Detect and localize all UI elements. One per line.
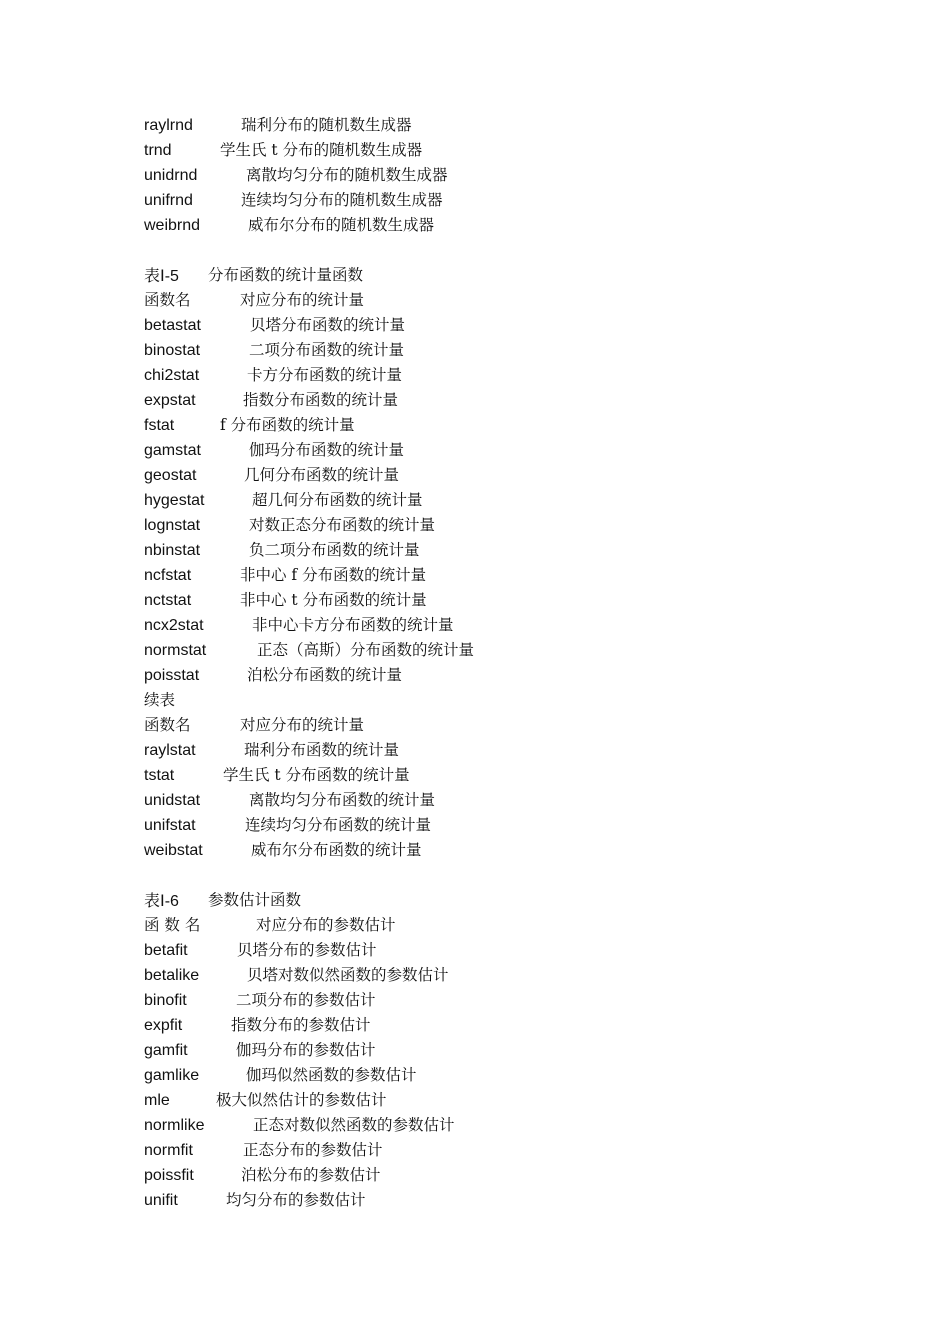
- function-name: unifstat: [144, 817, 196, 834]
- table-row: [144, 388, 844, 413]
- function-description: 贝塔分布函数的统计量: [250, 316, 406, 334]
- table-header: [144, 913, 844, 938]
- function-name: unifrnd: [144, 192, 193, 209]
- table-5: [144, 263, 844, 863]
- table-row: [144, 338, 844, 363]
- function-name: gamfit: [144, 1042, 188, 1059]
- function-description: 连续均匀分布的随机数生成器: [241, 191, 443, 209]
- list-item: [144, 138, 844, 163]
- function-description: 对数正态分布函数的统计量: [249, 516, 436, 534]
- function-description: 超几何分布函数的统计量: [252, 491, 423, 509]
- function-name: raylstat: [144, 742, 196, 759]
- function-name: hygestat: [144, 492, 205, 509]
- function-name: unifit: [144, 1192, 178, 1209]
- table-row: [144, 963, 844, 988]
- table-row: [144, 363, 844, 388]
- function-name: unidrnd: [144, 167, 198, 184]
- function-description: 非中心卡方分布函数的统计量: [252, 616, 454, 634]
- function-name: binostat: [144, 342, 201, 359]
- header-col1: 函数名: [144, 291, 191, 309]
- function-name: normlike: [144, 1117, 205, 1134]
- table-title: 分布函数的统计量函数: [208, 266, 364, 284]
- function-name: unidstat: [144, 792, 201, 809]
- list-item: [144, 113, 844, 138]
- function-name: expfit: [144, 1017, 183, 1034]
- table-row: [144, 1038, 844, 1063]
- table-header: [144, 713, 844, 738]
- function-name: tstat: [144, 767, 175, 784]
- function-name: poisstat: [144, 667, 200, 684]
- table-row: [144, 838, 844, 863]
- function-name: nctstat: [144, 592, 192, 609]
- function-name: raylrnd: [144, 117, 193, 134]
- header-col1: 函 数 名: [144, 916, 201, 934]
- function-description: 伽玛分布函数的统计量: [249, 441, 405, 459]
- function-description: 离散均匀分布函数的统计量: [249, 791, 436, 809]
- function-description: 指数分布函数的统计量: [243, 391, 399, 409]
- function-description: 几何分布函数的统计量: [244, 466, 400, 484]
- table-row: [144, 988, 844, 1013]
- function-description: 正态对数似然函数的参数估计: [253, 1116, 455, 1134]
- function-description: 伽玛似然函数的参数估计: [246, 1066, 417, 1084]
- function-description: 二项分布的参数估计: [236, 991, 376, 1009]
- function-description: 非中心 t 分布函数的统计量: [240, 591, 427, 609]
- function-name: binofit: [144, 992, 187, 1009]
- function-name: weibrnd: [144, 217, 201, 234]
- table-row: [144, 613, 844, 638]
- header-col2: 对应分布的统计量: [240, 291, 365, 309]
- table-row: [144, 463, 844, 488]
- continued-text: 续表: [144, 691, 176, 709]
- header-col1: 函数名: [144, 716, 191, 734]
- table-row: [144, 738, 844, 763]
- table-row: [144, 763, 844, 788]
- table-row: [144, 663, 844, 688]
- function-name: normfit: [144, 1142, 193, 1159]
- table-row: [144, 1063, 844, 1088]
- function-name: ncx2stat: [144, 617, 204, 634]
- table-row: [144, 1163, 844, 1188]
- table-row: [144, 1013, 844, 1038]
- rng-list: [144, 113, 844, 238]
- table-row: [144, 313, 844, 338]
- function-description: 正态分布的参数估计: [243, 1141, 383, 1159]
- table-row: [144, 813, 844, 838]
- table-row: [144, 1138, 844, 1163]
- function-description: 贝塔对数似然函数的参数估计: [247, 966, 449, 984]
- function-name: trnd: [144, 142, 172, 159]
- table-row: [144, 1188, 844, 1213]
- function-description: 负二项分布函数的统计量: [249, 541, 420, 559]
- function-description: 学生氏 t 分布的随机数生成器: [220, 141, 423, 159]
- table-title: 参数估计函数: [208, 891, 302, 909]
- function-name: lognstat: [144, 517, 201, 534]
- list-item: [144, 188, 844, 213]
- function-name: betafit: [144, 942, 188, 959]
- function-description: 学生氏 t 分布函数的统计量: [223, 766, 410, 784]
- table-caption: [144, 888, 844, 913]
- function-name: betalike: [144, 967, 200, 984]
- list-item: [144, 213, 844, 238]
- table-row: [144, 563, 844, 588]
- function-name: mle: [144, 1092, 170, 1109]
- continued-label: [144, 688, 844, 713]
- table-row: [144, 538, 844, 563]
- function-name: gamstat: [144, 442, 201, 459]
- table-row: [144, 788, 844, 813]
- function-name: nbinstat: [144, 542, 201, 559]
- function-description: f 分布函数的统计量: [220, 416, 355, 434]
- function-description: 伽玛分布的参数估计: [236, 1041, 376, 1059]
- function-name: weibstat: [144, 842, 203, 859]
- table-row: [144, 1113, 844, 1138]
- function-description: 卡方分布函数的统计量: [247, 366, 403, 384]
- function-description: 指数分布的参数估计: [231, 1016, 371, 1034]
- function-description: 瑞利分布函数的统计量: [244, 741, 400, 759]
- header-col2: 对应分布的统计量: [240, 716, 365, 734]
- function-name: geostat: [144, 467, 197, 484]
- list-item: [144, 163, 844, 188]
- function-description: 威布尔分布函数的统计量: [251, 841, 422, 859]
- function-description: 连续均匀分布函数的统计量: [245, 816, 432, 834]
- function-description: 二项分布函数的统计量: [249, 341, 405, 359]
- spacer: [144, 238, 844, 263]
- function-description: 贝塔分布的参数估计: [237, 941, 377, 959]
- table-row: [144, 438, 844, 463]
- function-name: fstat: [144, 417, 175, 434]
- function-name: chi2stat: [144, 367, 200, 384]
- document-page: [144, 113, 844, 1213]
- table-row: [144, 488, 844, 513]
- function-name: gamlike: [144, 1067, 200, 1084]
- header-col2: 对应分布的参数估计: [256, 916, 396, 934]
- function-name: poissfit: [144, 1167, 194, 1184]
- table-row: [144, 513, 844, 538]
- table-row: [144, 588, 844, 613]
- table-header: [144, 288, 844, 313]
- table-row: [144, 638, 844, 663]
- spacer: [144, 863, 844, 888]
- function-description: 泊松分布的参数估计: [241, 1166, 381, 1184]
- table-number: 表Ⅰ-6: [144, 893, 179, 910]
- table-number: 表Ⅰ-5: [144, 268, 179, 285]
- function-description: 泊松分布函数的统计量: [247, 666, 403, 684]
- function-description: 正态（高斯）分布函数的统计量: [257, 641, 475, 659]
- function-name: normstat: [144, 642, 207, 659]
- function-description: 非中心 f 分布函数的统计量: [240, 566, 427, 584]
- function-description: 威布尔分布的随机数生成器: [248, 216, 435, 234]
- function-name: ncfstat: [144, 567, 192, 584]
- function-description: 瑞利分布的随机数生成器: [241, 116, 412, 134]
- function-description: 极大似然估计的参数估计: [216, 1091, 387, 1109]
- function-description: 均匀分布的参数估计: [226, 1191, 366, 1209]
- table-row: [144, 1088, 844, 1113]
- function-description: 离散均匀分布的随机数生成器: [246, 166, 448, 184]
- function-name: expstat: [144, 392, 196, 409]
- table-6: [144, 888, 844, 1213]
- table-row: [144, 413, 844, 438]
- function-name: betastat: [144, 317, 201, 334]
- table-caption: [144, 263, 844, 288]
- table-row: [144, 938, 844, 963]
